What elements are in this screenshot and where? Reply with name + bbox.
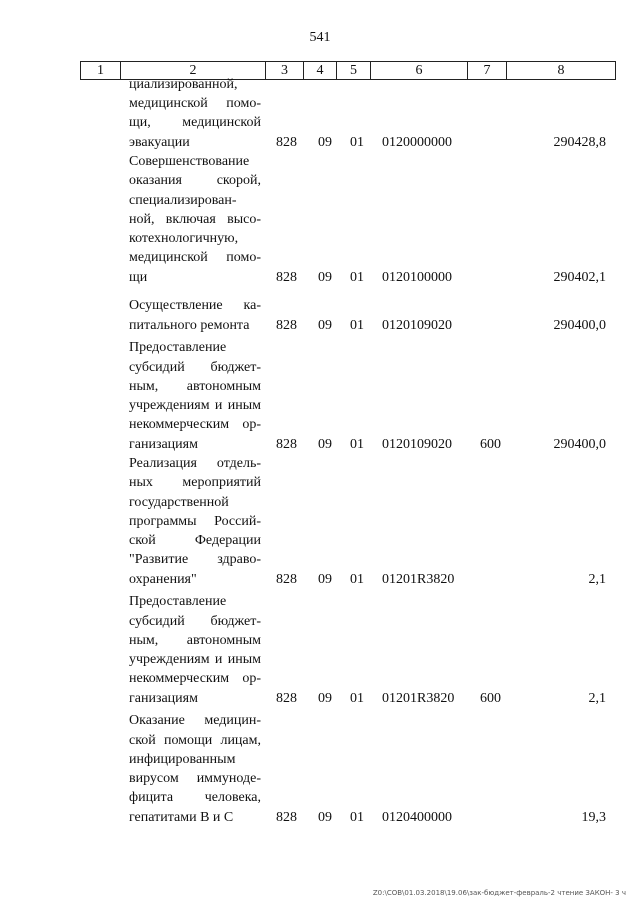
cell-c3: 828 (276, 317, 297, 333)
page-number: 541 (309, 30, 331, 45)
table-row (0, 152, 640, 287)
cell-c6: 0120109020 (382, 317, 452, 333)
cell-c5: 01 (350, 809, 364, 825)
description-line: эвакуации (129, 134, 190, 150)
description-line: учреждениям и иным (129, 398, 261, 414)
cell-c8: 2,1 (588, 571, 606, 587)
row-description (129, 338, 261, 454)
table-row (0, 454, 640, 589)
description-line: программы Россий- (129, 513, 261, 529)
description-line: Предоставление (129, 594, 227, 610)
description-line: ным, автономным (129, 378, 261, 394)
cell-c6: 0120000000 (382, 134, 452, 150)
cell-c8: 2,1 (588, 690, 606, 706)
cell-c5: 01 (350, 436, 364, 452)
row-description (129, 711, 261, 827)
row-description (129, 75, 261, 152)
row-description (129, 592, 261, 708)
cell-c8: 290400,0 (553, 317, 606, 333)
description-line: государственной (129, 494, 229, 510)
description-line: некоммерческим ор- (129, 671, 261, 687)
cell-c6: 0120109020 (382, 436, 452, 452)
description-line: циализированной, (129, 76, 238, 92)
description-line: гепатитами В и С (129, 809, 234, 825)
header-col-3: 3 (266, 62, 304, 79)
cell-c4: 09 (318, 134, 332, 150)
cell-c8: 290428,8 (553, 134, 606, 150)
description-line: инфицированным (129, 751, 236, 767)
cell-c8: 290400,0 (553, 436, 606, 452)
row-description (129, 152, 261, 287)
cell-c3: 828 (276, 690, 297, 706)
cell-c3: 828 (276, 134, 297, 150)
description-line: фицита человека, (129, 790, 261, 806)
description-line: субсидий бюджет- (129, 359, 261, 375)
description-line: медицинской помо- (129, 250, 261, 266)
description-line: субсидий бюджет- (129, 613, 261, 629)
description-line: питального ремонта (129, 317, 250, 333)
cell-c6: 01201R3820 (382, 571, 455, 587)
description-line: Осуществление ка- (129, 298, 261, 314)
header-col-6: 6 (371, 62, 468, 79)
footer-filepath: Z0:\СОВ\01.03.2018\19.06\зак-бюджет-февраль-2 чтение ЗАКОН- 3 ч (372, 889, 626, 897)
cell-c4: 09 (318, 690, 332, 706)
header-col-2: 2 (121, 62, 266, 79)
header-col-5: 5 (337, 62, 371, 79)
description-line: щи, медицинской (129, 115, 261, 131)
description-line: ных мероприятий (129, 475, 261, 491)
description-line: медицинской помо- (129, 96, 261, 112)
cell-c5: 01 (350, 269, 364, 285)
cell-c3: 828 (276, 809, 297, 825)
description-line: щи (129, 269, 148, 285)
description-line: котехнологичную, (129, 231, 239, 247)
cell-c4: 09 (318, 809, 332, 825)
cell-c5: 01 (350, 690, 364, 706)
description-line: ганизациям (129, 436, 198, 452)
description-line: Оказание медицин- (129, 713, 261, 729)
row-description (129, 296, 261, 335)
description-line: Совершенствование (129, 153, 250, 169)
description-line: Предоставление (129, 340, 227, 356)
cell-c4: 09 (318, 317, 332, 333)
header-col-4: 4 (304, 62, 337, 79)
cell-c8: 290402,1 (553, 269, 606, 285)
header-col-8: 8 (557, 63, 565, 78)
description-line: оказания скорой, (129, 173, 261, 189)
description-line: Реализация отдель- (129, 455, 261, 471)
cell-c6: 01201R3820 (382, 690, 455, 706)
row-description (129, 454, 261, 589)
cell-c4: 09 (318, 436, 332, 452)
header-col-1: 1 (81, 62, 121, 79)
cell-c5: 01 (350, 571, 364, 587)
cell-c3: 828 (276, 571, 297, 587)
description-line: охранения" (129, 571, 197, 587)
cell-c8: 19,3 (581, 809, 606, 825)
description-line: ной, включая высо- (129, 211, 261, 227)
cell-c6: 0120100000 (382, 269, 452, 285)
table-row (0, 711, 640, 827)
cell-c5: 01 (350, 317, 364, 333)
cell-c5: 01 (350, 134, 364, 150)
description-line: некоммерческим ор- (129, 417, 261, 433)
table-row (0, 296, 640, 335)
table-row (0, 338, 640, 454)
description-line: ской помощи лицам, (129, 732, 261, 748)
cell-c4: 09 (318, 571, 332, 587)
cell-c3: 828 (276, 269, 297, 285)
header-col-7: 7 (468, 62, 507, 79)
cell-c3: 828 (276, 436, 297, 452)
table-row (0, 592, 640, 708)
description-line: вирусом иммуноде- (129, 771, 261, 787)
description-line: ным, автономным (129, 632, 261, 648)
description-line: "Развитие здраво- (129, 552, 261, 568)
description-line: специализирован- (129, 192, 237, 208)
cell-c6: 0120400000 (382, 809, 452, 825)
description-line: ской Федерации (129, 533, 261, 549)
cell-c4: 09 (318, 269, 332, 285)
cell-c7: 600 (480, 436, 501, 452)
table-row (0, 75, 640, 152)
description-line: учреждениям и иным (129, 652, 261, 668)
cell-c7: 600 (480, 690, 501, 706)
description-line: ганизациям (129, 690, 198, 706)
